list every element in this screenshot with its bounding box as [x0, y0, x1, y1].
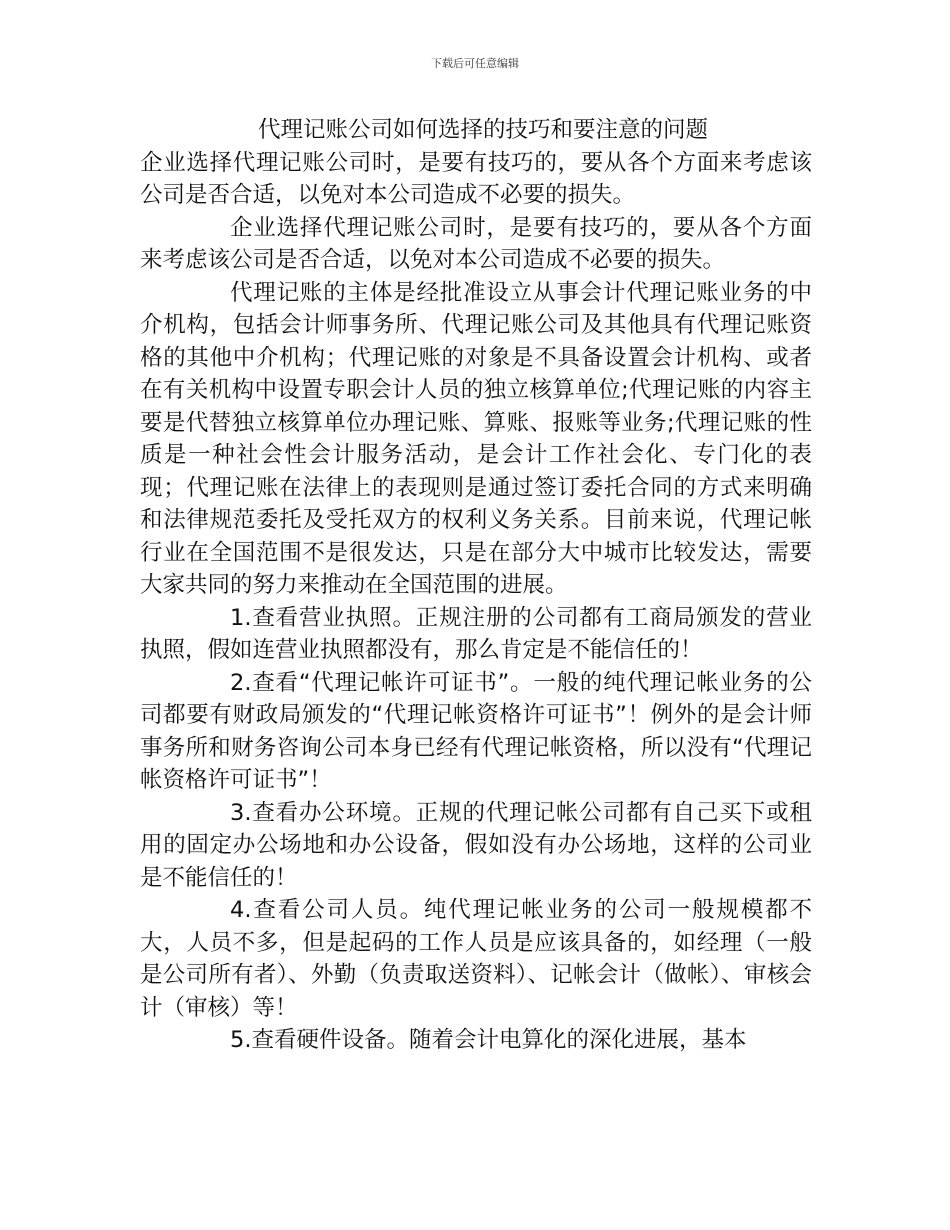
document-title: 代理记账公司如何选择的技巧和要注意的问题: [258, 117, 709, 143]
paragraph-tip-1: 1.查看营业执照。正规注册的公司都有工商局颁发的营业执照，假如连营业执照都没有，那么肯定是不能信任的！: [140, 604, 812, 663]
paragraph-tip-4: 4.查看公司人员。纯代理记帐业务的公司一般规模都不大，人员不多，但是起码的工作人员是应该具备的，如经理（一般是公司所有者）、外勤（负责取送资料）、记帐会计（做帐）、审核会计（审核）等！: [140, 897, 812, 1021]
paragraph-tip-3: 3.查看办公环境。正规的代理记帐公司都有自己买下或租用的固定办公场地和办公设备，假如没有办公场地，这样的公司业是不能信任的！: [140, 799, 812, 891]
paragraph-definition: 代理记账的主体是经批准设立从事会计代理记账业务的中介机构，包括会计师事务所、代理记账公司及其他具有代理记账资格的其他中介机构；代理记账的对象是不具备设置会计机构、或者在有关机构中设置专职会计人员的独立核算单位;代理记账的内容主要是代替独立核算单位办理记账、算账、报账等业务;代理记账的性质是一种社会性会计服务活动，是会计工作社会化、专门化的表现；代理记账在法律上的表现则是通过签订委托合同的方式来明确和法律规范委托及受托双方的权利义务关系。目前来说，代理记帐行业在全国范围不是很发达，只是在部分大中城市比较发达，需要大家共同的努力来推动在全国范围的进展。: [140, 279, 812, 598]
document-body: [140, 114, 812, 1057]
paragraph-tip-5: 5.查看硬件设备。随着会计电算化的深化进展，基本: [230, 1027, 747, 1053]
paragraph-intro: 企业选择代理记账公司时，是要有技巧的，要从各个方面来考虑该公司是否合适，以免对本公司造成不必要的损失。: [140, 214, 812, 273]
document-summary: 企业选择代理记账公司时，是要有技巧的，要从各个方面来考虑该公司是否合适，以免对本公司造成不必要的损失。: [140, 149, 812, 208]
page-header-note: 下载后可任意编辑: [431, 57, 519, 70]
paragraph-tip-2: 2.查看“代理记帐许可证书”。一般的纯代理记帐业务的公司都要有财政局颁发的“代理记帐资格许可证书”！例外的是会计师事务所和财务咨询公司本身已经有代理记帐资格，所以没有“代理记帐资格许可证书”！: [140, 669, 812, 793]
